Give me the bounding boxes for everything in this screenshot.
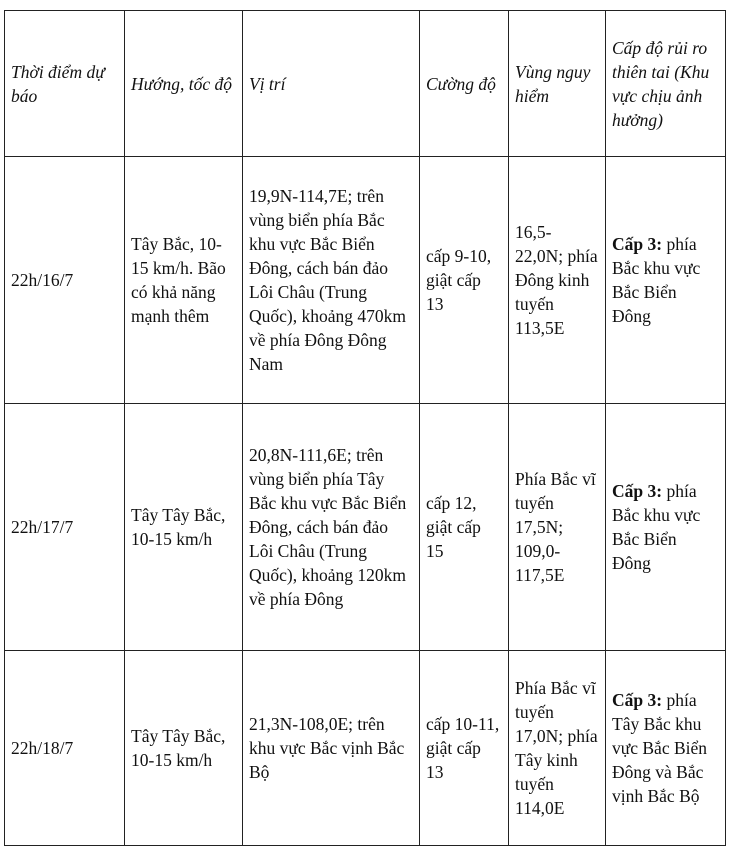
cell-position: 20,8N-111,6E; trên vùng biển phía Tây Bắc khu vực Bắc Biển Đông, cách bán đảo Lôi Châu (Trung Quốc), khoảng 120km về phía Đông — [243, 404, 420, 651]
cell-time: 22h/18/7 — [5, 651, 125, 846]
cell-danger-zone: 16,5-22,0N; phía Đông kinh tuyến 113,5E — [509, 157, 606, 404]
cell-time: 22h/16/7 — [5, 157, 125, 404]
risk-area-text: phía Bắc khu vực Bắc Biển Đông — [612, 481, 701, 573]
cell-danger-zone: Phía Bắc vĩ tuyến 17,0N; phía Tây kinh tuyến 114,0E — [509, 651, 606, 846]
cell-risk — [606, 157, 726, 404]
risk-level-label: Cấp 3: — [612, 234, 663, 254]
cell-time: 22h/17/7 — [5, 404, 125, 651]
risk-level-label: Cấp 3: — [612, 690, 663, 710]
header-intensity: Cường độ — [420, 11, 509, 157]
cell-intensity: cấp 12, giật cấp 15 — [420, 404, 509, 651]
header-row — [5, 11, 726, 157]
cell-direction: Tây Tây Bắc, 10-15 km/h — [125, 404, 243, 651]
cell-position: 21,3N-108,0E; trên khu vực Bắc vịnh Bắc Bộ — [243, 651, 420, 846]
table-row — [5, 157, 726, 404]
cell-danger-zone: Phía Bắc vĩ tuyến 17,5N; 109,0-117,5E — [509, 404, 606, 651]
header-time: Thời điểm dự báo — [5, 11, 125, 157]
cell-position: 19,9N-114,7E; trên vùng biển phía Bắc khu vực Bắc Biển Đông, cách bán đảo Lôi Châu (Trung Quốc), khoảng 470km về phía Đông Đông Nam — [243, 157, 420, 404]
header-position: Vị trí — [243, 11, 420, 157]
cell-direction: Tây Tây Bắc, 10-15 km/h — [125, 651, 243, 846]
cell-risk — [606, 651, 726, 846]
risk-area-text: phía Tây Bắc khu vực Bắc Biển Đông và Bắc vịnh Bắc Bộ — [612, 690, 708, 806]
cell-risk — [606, 404, 726, 651]
cell-direction: Tây Bắc, 10-15 km/h. Bão có khả năng mạnh thêm — [125, 157, 243, 404]
header-direction: Hướng, tốc độ — [125, 11, 243, 157]
header-danger-zone: Vùng nguy hiểm — [509, 11, 606, 157]
table-row — [5, 651, 726, 846]
storm-forecast-table — [4, 10, 726, 846]
cell-intensity: cấp 10-11, giật cấp 13 — [420, 651, 509, 846]
cell-intensity: cấp 9-10, giật cấp 13 — [420, 157, 509, 404]
risk-level-label: Cấp 3: — [612, 481, 663, 501]
table-row — [5, 404, 726, 651]
header-risk-level: Cấp độ rủi ro thiên tai (Khu vực chịu ảnh hưởng) — [606, 11, 726, 157]
risk-area-text: phía Bắc khu vực Bắc Biển Đông — [612, 234, 701, 326]
